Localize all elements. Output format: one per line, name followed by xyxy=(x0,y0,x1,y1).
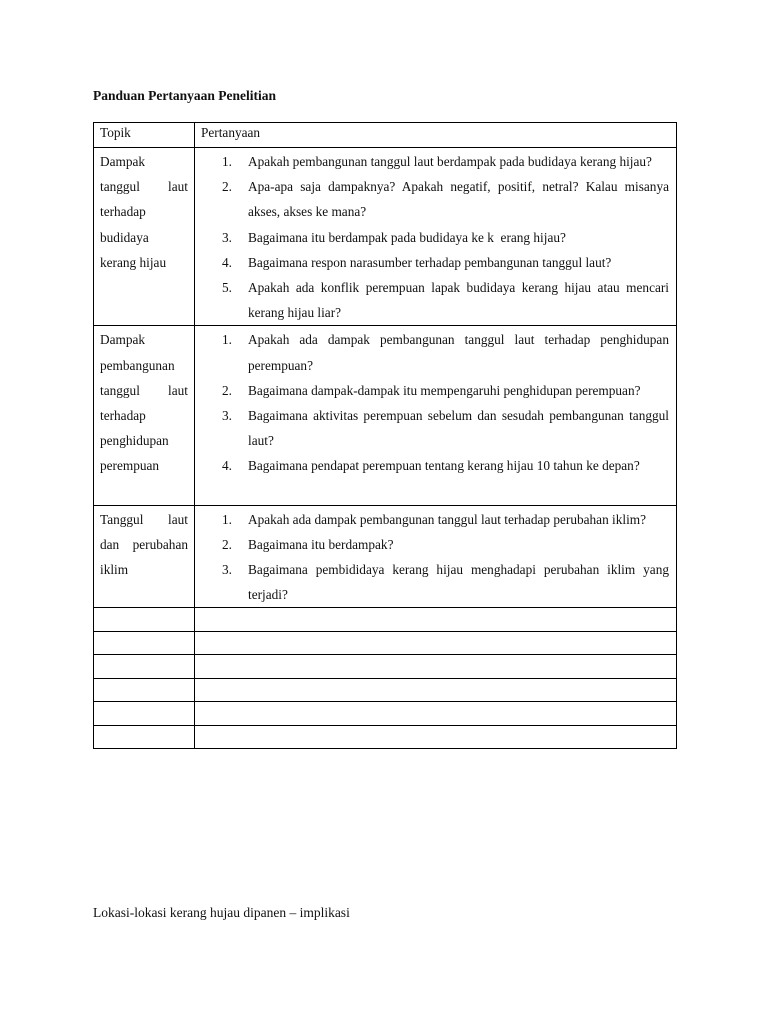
question-item xyxy=(195,507,669,532)
question-text: Apakah pembangunan tanggul laut berdampak pada budidaya kerang hijau? xyxy=(248,154,652,169)
footer-note: Lokasi-lokasi kerang hujau dipanen – implikasi xyxy=(93,905,350,920)
question-list xyxy=(195,507,676,608)
header-topic: Topik xyxy=(94,123,195,148)
topic-cell: Tanggul laut dan perubahan iklim xyxy=(94,505,195,608)
question-text: Bagaimana itu berdampak? xyxy=(248,536,394,552)
question-number: 3. xyxy=(222,229,232,245)
question-number: 2. xyxy=(222,179,232,195)
empty-table-row xyxy=(94,678,677,702)
empty-cell xyxy=(94,678,195,702)
question-item xyxy=(195,250,669,275)
question-item xyxy=(195,225,669,250)
question-list xyxy=(195,327,676,478)
question-number: 1. xyxy=(222,154,232,169)
question-list xyxy=(195,149,676,325)
empty-table-row xyxy=(94,631,677,655)
empty-cell xyxy=(94,725,195,749)
empty-cell xyxy=(195,631,677,655)
question-item xyxy=(195,174,669,224)
question-item xyxy=(195,275,669,325)
question-text: Bagaimana respon narasumber terhadap pembangunan tanggul laut? xyxy=(248,254,612,270)
table-row xyxy=(94,148,677,326)
question-number: 3. xyxy=(222,562,232,578)
question-number: 2. xyxy=(222,382,232,398)
research-question-table xyxy=(93,122,677,749)
question-number: 4. xyxy=(222,254,232,270)
empty-cell xyxy=(94,631,195,655)
empty-cell xyxy=(94,608,195,632)
question-text: Bagaimana pembididaya kerang hijau menghadapi perubahan iklim yang terjadi? xyxy=(248,562,669,603)
question-item xyxy=(195,378,669,403)
question-text: Bagaimana dampak-dampak itu mempengaruhi penghidupan perempuan? xyxy=(248,382,641,398)
question-item xyxy=(195,149,669,174)
question-number: 5. xyxy=(222,280,232,296)
table-header-row xyxy=(94,123,677,148)
questions-cell xyxy=(195,148,677,326)
question-number: 1. xyxy=(222,332,232,348)
question-item xyxy=(195,453,669,478)
question-text: Apakah ada dampak pembangunan tanggul laut terhadap perubahan iklim? xyxy=(248,511,647,527)
empty-table-row xyxy=(94,608,677,632)
question-item xyxy=(195,532,669,557)
topic-cell: Dampak tanggul laut terhadap budidaya kerang hijau xyxy=(94,148,195,326)
table-row xyxy=(94,505,677,608)
questions-cell xyxy=(195,326,677,505)
question-number: 2. xyxy=(222,536,232,552)
empty-cell xyxy=(195,655,677,679)
question-item xyxy=(195,557,669,607)
header-questions: Pertanyaan xyxy=(195,123,677,148)
question-number: 1. xyxy=(222,511,232,527)
question-text: Bagaimana itu berdampak pada budidaya ke k erang hijau? xyxy=(248,229,566,245)
empty-cell xyxy=(94,655,195,679)
question-text: Apakah ada konflik perempuan lapak budidaya kerang hijau atau mencari kerang hijau liar? xyxy=(248,280,669,321)
empty-table-row xyxy=(94,725,677,749)
question-number: 4. xyxy=(222,458,232,474)
question-text: Apa-apa saja dampaknya? Apakah negatif, positif, netral? Kalau misanya akses, akses ke mana? xyxy=(248,179,669,220)
topic-cell: Dampak pembangunan tanggul laut terhadap penghidupan perempuan xyxy=(94,326,195,505)
question-item xyxy=(195,403,669,453)
empty-table-row xyxy=(94,655,677,679)
question-number: 3. xyxy=(222,408,232,424)
question-text: Bagaimana aktivitas perempuan sebelum dan sesudah pembangunan tanggul laut? xyxy=(248,408,669,449)
empty-table-row xyxy=(94,702,677,726)
empty-cell xyxy=(195,678,677,702)
empty-cell xyxy=(195,725,677,749)
question-text: Bagaimana pendapat perempuan tentang kerang hijau 10 tahun ke depan? xyxy=(248,458,640,474)
empty-cell xyxy=(195,702,677,726)
table-row xyxy=(94,326,677,505)
question-text: Apakah ada dampak pembangunan tanggul laut terhadap penghidupan perempuan? xyxy=(248,332,669,373)
empty-cell xyxy=(195,608,677,632)
question-item xyxy=(195,327,669,377)
questions-cell xyxy=(195,505,677,608)
empty-cell xyxy=(94,702,195,726)
document-title: Panduan Pertanyaan Penelitian xyxy=(93,88,277,103)
